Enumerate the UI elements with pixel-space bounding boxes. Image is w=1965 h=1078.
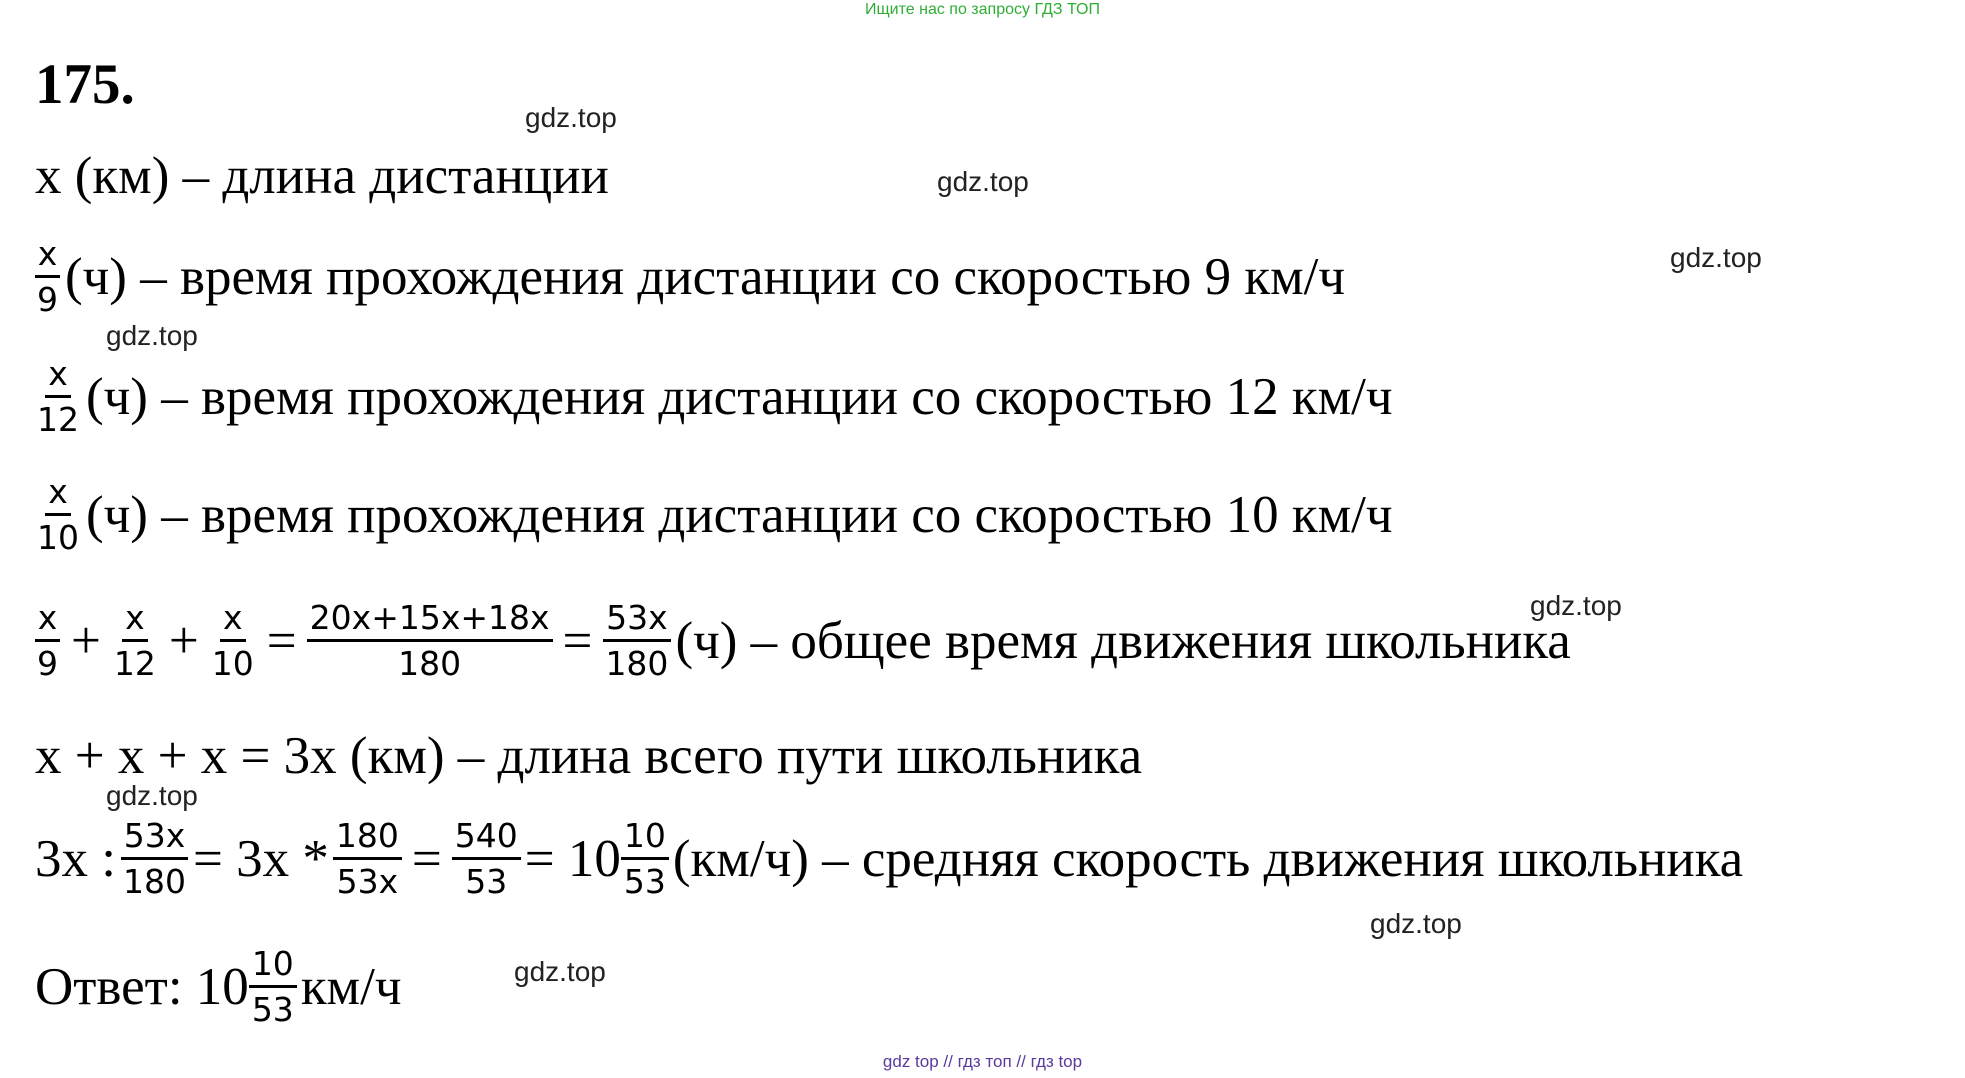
fraction-180-53x: $\frac{180}{53x}$	[333, 818, 402, 901]
fraction-10-53: $\frac{10}{53}$	[249, 946, 297, 1029]
watermark: gdz.top	[1670, 242, 1762, 273]
plus-sign: +	[71, 611, 101, 670]
fraction-53x-180: $\frac{53x}{180}$	[120, 818, 189, 901]
line-total-path-text: x + x + x = 3x (км) – длина всего пути школьника	[35, 727, 1143, 785]
watermark: gdz.top	[106, 780, 198, 811]
fraction-x-9: $\frac{x}{9}$	[34, 236, 61, 319]
fraction-x-10: $\frac{x}{10}$	[37, 472, 79, 557]
footer-links: gdz top // гдз топ // гдз top	[882, 1052, 1083, 1071]
watermark: gdz.top	[106, 320, 198, 351]
search-banner: Ищите нас по запросу ГДЗ ТОП	[865, 1, 1100, 18]
line-avg-speed	[35, 818, 1743, 901]
equals-sign: =	[266, 611, 297, 670]
avg-speed-mid: = 3x *	[192, 829, 329, 888]
watermark: gdz.top	[514, 956, 606, 987]
line-distance-text: x (км) – длина дистанции	[35, 147, 609, 205]
line-time-10	[30, 474, 1393, 557]
avg-speed-text: (км/ч) – средняя скорость движения школьника	[672, 829, 1744, 888]
equals-sign: =	[562, 611, 593, 670]
line-time-12	[30, 356, 1393, 439]
line-total-path	[35, 727, 1143, 785]
line-time-9	[30, 236, 1345, 319]
answer-line	[35, 946, 401, 1029]
watermark: gdz.top	[1370, 908, 1462, 939]
fraction-540-53: $\frac{540}{53}$	[452, 818, 521, 901]
line-total-time	[30, 600, 1571, 683]
fraction-x-12: $\frac{x}{12}$	[37, 354, 79, 439]
line-time-12-text: (ч) – время прохождения дистанции со скоростью 12 км/ч	[86, 367, 1393, 426]
problem-number: 175.	[35, 53, 135, 116]
fraction-x-12: $\frac{x}{12}$	[113, 598, 156, 683]
avg-speed-start: 3x :	[35, 829, 116, 888]
fraction-x-9: $\frac{x}{9}$	[34, 600, 61, 683]
answer-label: Ответ: 10	[35, 957, 249, 1016]
watermark: gdz.top	[937, 166, 1029, 197]
watermark: gdz.top	[525, 102, 617, 133]
watermark: gdz.top	[1530, 590, 1622, 621]
line-total-time-text: (ч) – общее время движения школьника	[675, 611, 1571, 670]
plus-sign: +	[168, 611, 199, 670]
fraction-sum: $\frac{20x+15x+18x}{180}$	[307, 600, 553, 683]
answer-unit: км/ч	[300, 957, 402, 1016]
line-time-9-text: (ч) – время прохождения дистанции со скоростью 9 км/ч	[65, 247, 1346, 306]
fraction-10-53: $\frac{10}{53}$	[621, 818, 669, 901]
line-time-10-text: (ч) – время прохождения дистанции со скоростью 10 км/ч	[86, 485, 1393, 544]
fraction-x-10: $\frac{x}{10}$	[211, 598, 254, 683]
equals-sign: =	[411, 829, 442, 888]
line-distance	[35, 147, 609, 205]
fraction-53x-180: $\frac{53x}{180}$	[602, 600, 671, 683]
avg-speed-whole: = 10	[524, 829, 621, 888]
